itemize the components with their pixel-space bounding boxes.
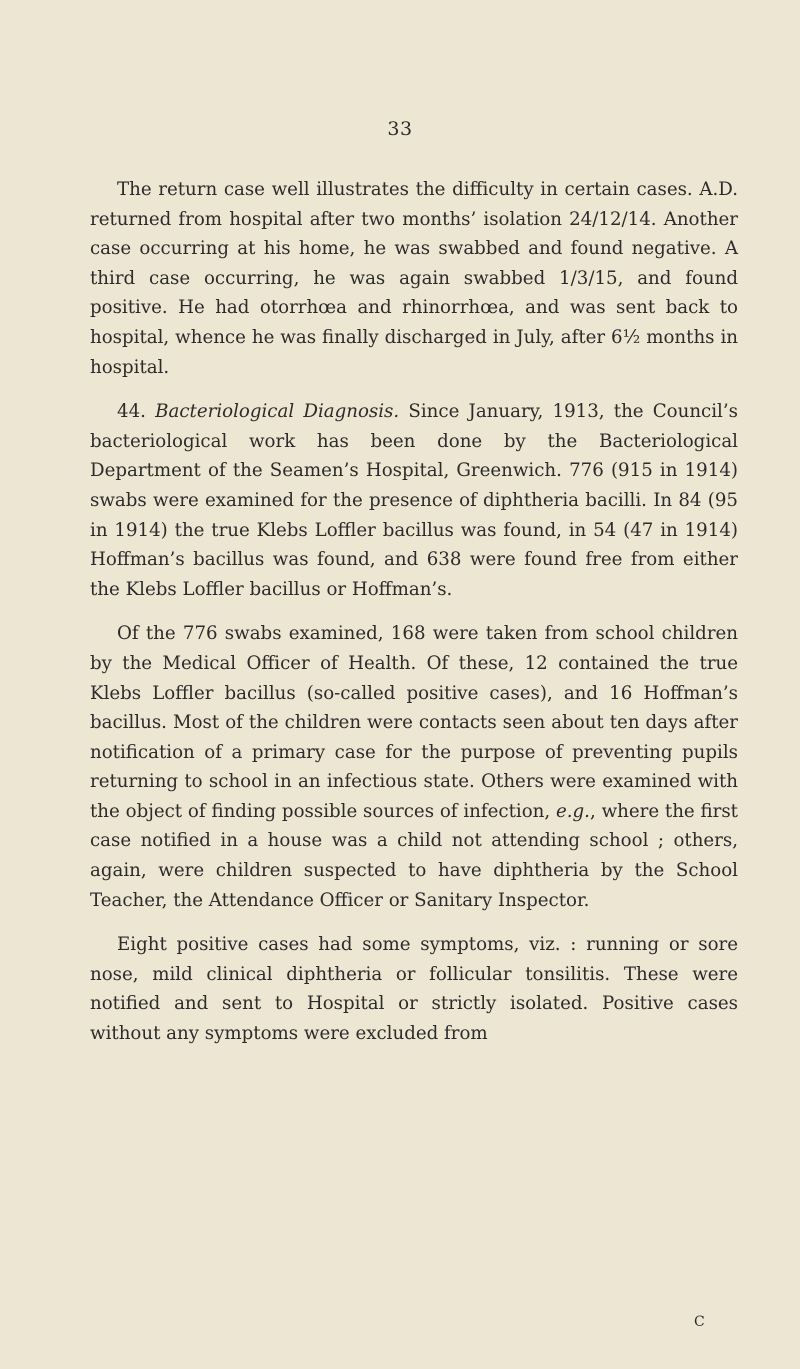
paragraph-positive-cases bbox=[90, 930, 738, 1048]
body-text bbox=[90, 175, 738, 1064]
section-heading: Bacteriological Diagnosis. bbox=[155, 401, 400, 423]
paragraph-return-case bbox=[90, 175, 738, 382]
paragraph-text: The return case well illustrates the difficulty in certain cases. A.D. returned from hospital after two months’ isolation 24/12/14. Another case occurring at his home, he was swabbed and found negative. A third case occurring, he was again swabbed 1/3/15, and found positive. He had otorrhœa and rhinorrhœa, and was sent back to hospital, whence he was finally discharged in July, after 6½ months in hospital. bbox=[90, 179, 738, 378]
section-number: 44. bbox=[117, 401, 146, 423]
paragraph-text-before: Of the 776 swabs examined, 168 were taken from school children by the Medical Officer of Health. Of these, 12 contained the true Klebs Loffler bacillus (so-called positive cases), and 16 Hoffman’s bacillus. Most of the children were contacts seen about ten days after notification of a primary case for the purpose of preventing pupils returning to school in an infectious state. Others were examined with the object of finding possible sources of infection, bbox=[90, 623, 738, 822]
paragraph-text-after: , where the first case notified in a house was a child not attending school ; others, again, were children suspected to have diphtheria by the School Teacher, the Attendance Officer or Sanitary Inspector. bbox=[90, 800, 738, 911]
signature-mark: C bbox=[694, 1314, 706, 1330]
paragraph-text: Eight positive cases had some symptoms, viz. : running or sore nose, mild clinical diphtheria or follicular tonsilitis. These were notified and sent to Hospital or strictly isolated. Positive cases without any symptoms were excluded from bbox=[90, 934, 738, 1045]
paragraph-bacteriological-diagnosis bbox=[90, 397, 738, 604]
abbreviation-eg: e.g. bbox=[556, 800, 590, 822]
paragraph-school-swabs bbox=[90, 619, 738, 915]
page-number: 33 bbox=[387, 118, 413, 140]
paragraph-text: Since January, 1913, the Council’s bacteriological work has been done by the Bacteriological Department of the Seamen’s Hospital, Greenwich. 776 (915 in 1914) swabs were examined for the presence of diphtheria bacilli. In 84 (95 in 1914) the true Klebs Loffler bacillus was found, in 54 (47 in 1914) Hoffman’s bacillus was found, and 638 were found free from either the Klebs Loffler bacillus or Hoffman’s. bbox=[90, 401, 738, 600]
